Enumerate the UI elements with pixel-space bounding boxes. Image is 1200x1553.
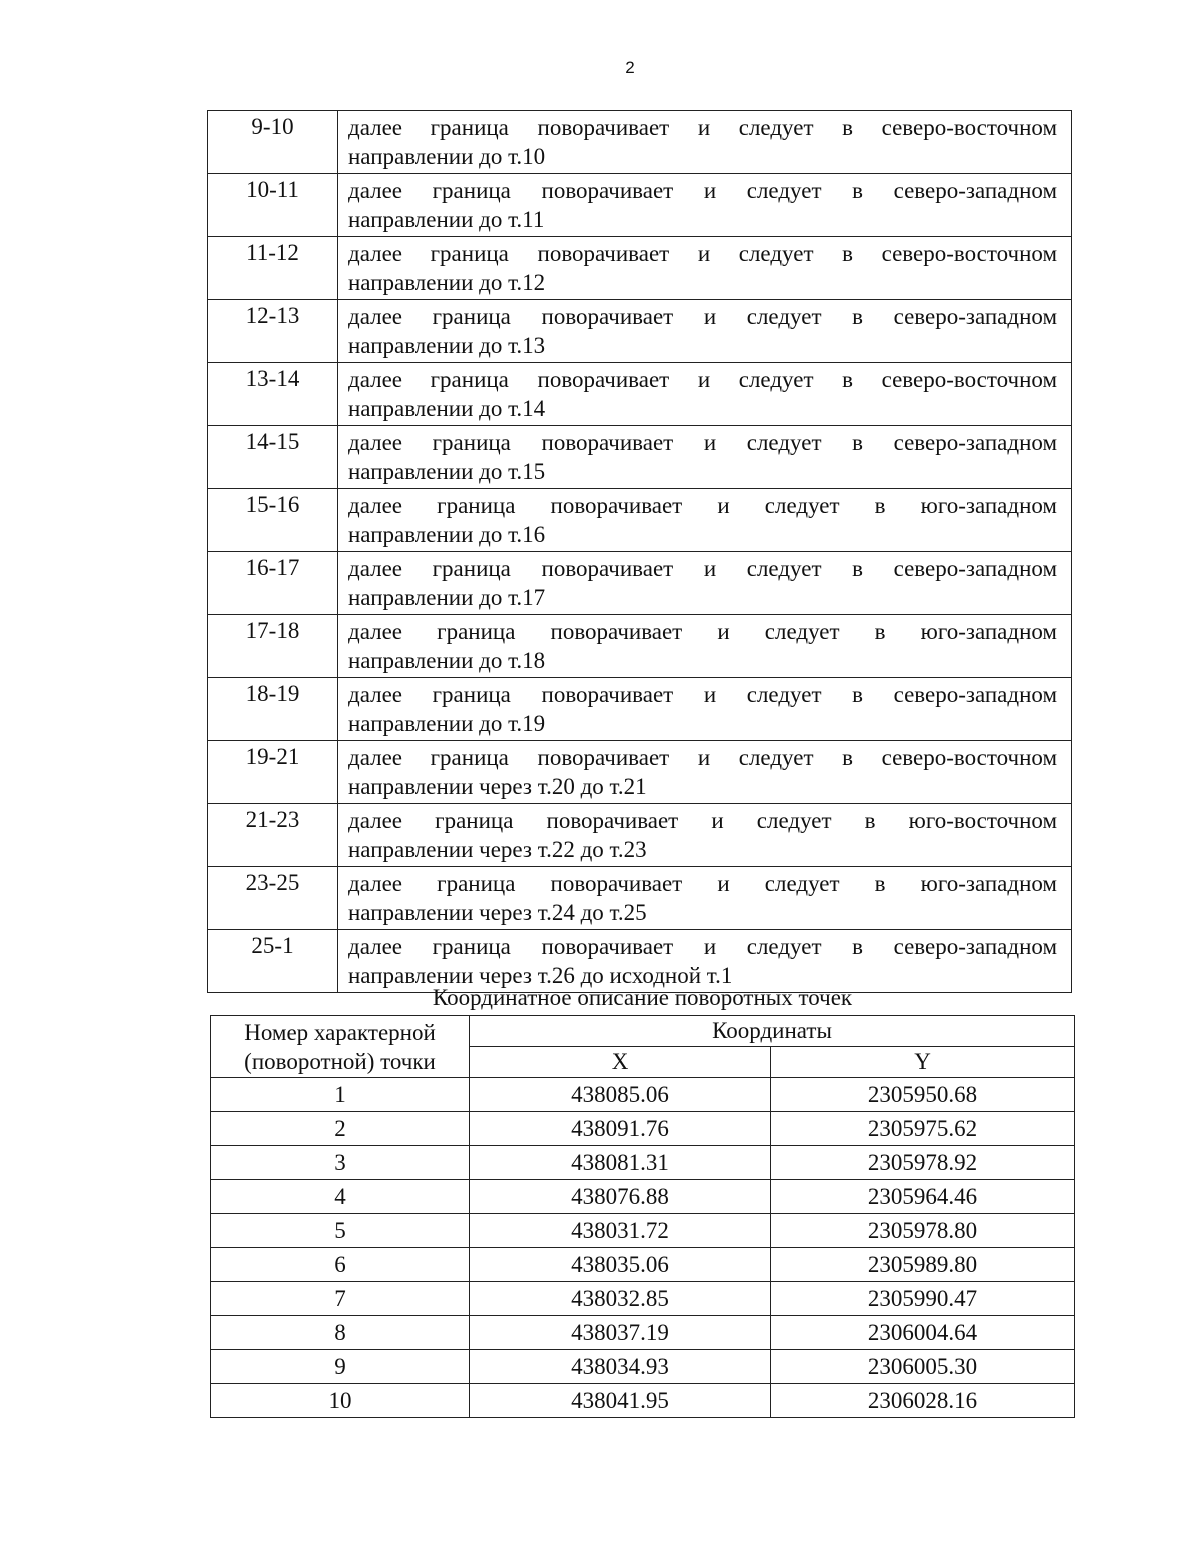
- boundary-segments-table: [207, 110, 1072, 993]
- segment-description-line1: далее граница поворачивает и следует в северо-восточном: [348, 367, 1057, 392]
- segment-description-line2: направлении до т.12: [348, 269, 546, 295]
- segment-description: [338, 930, 1072, 993]
- segment-id: 15-16: [208, 489, 338, 552]
- segment-row: [208, 363, 1072, 426]
- segment-description-line2: направлении до т.19: [348, 710, 546, 736]
- coord-x: 438091.76: [470, 1112, 771, 1146]
- point-number: 2: [211, 1112, 470, 1146]
- coord-y: 2306028.16: [771, 1384, 1075, 1418]
- segment-id: 9-10: [208, 111, 338, 174]
- segment-description-line2: направлении до т.14: [348, 395, 546, 421]
- coord-x: 438037.19: [470, 1316, 771, 1350]
- coord-y: 2306005.30: [771, 1350, 1075, 1384]
- table-row: [211, 1316, 1075, 1350]
- segment-row: [208, 174, 1072, 237]
- table-row: [211, 1214, 1075, 1248]
- coord-x: 438034.93: [470, 1350, 771, 1384]
- segment-id: 12-13: [208, 300, 338, 363]
- segment-row: [208, 489, 1072, 552]
- segment-description-line2: направлении до т.13: [348, 332, 546, 358]
- coord-x: 438076.88: [470, 1180, 771, 1214]
- segment-description: [338, 678, 1072, 741]
- point-number: 5: [211, 1214, 470, 1248]
- segment-description-line1: далее граница поворачивает и следует в юго-западном: [348, 619, 1057, 644]
- segment-description: [338, 426, 1072, 489]
- segment-id: 13-14: [208, 363, 338, 426]
- segment-id: 18-19: [208, 678, 338, 741]
- header-y: Y: [771, 1047, 1075, 1078]
- segment-description-line2: направлении до т.18: [348, 647, 546, 673]
- segment-description-line1: далее граница поворачивает и следует в северо-западном: [348, 430, 1057, 455]
- table-row: [211, 1350, 1075, 1384]
- segment-row: [208, 552, 1072, 615]
- segment-description-line2: направлении через т.24 до т.25: [348, 899, 647, 925]
- coord-x: 438081.31: [470, 1146, 771, 1180]
- segment-id: 17-18: [208, 615, 338, 678]
- table-row: [211, 1078, 1075, 1112]
- table-row: [211, 1146, 1075, 1180]
- segment-row: [208, 615, 1072, 678]
- point-number: 1: [211, 1078, 470, 1112]
- segment-row: [208, 741, 1072, 804]
- segment-row: [208, 300, 1072, 363]
- segment-row: [208, 111, 1072, 174]
- point-number: 7: [211, 1282, 470, 1316]
- page-number: 2: [625, 58, 635, 77]
- segment-description-line1: далее граница поворачивает и следует в юго-западном: [348, 493, 1057, 518]
- segment-description: [338, 804, 1072, 867]
- table-row: [211, 1180, 1075, 1214]
- segment-id: 16-17: [208, 552, 338, 615]
- header-point-number: [211, 1016, 470, 1078]
- segment-row: [208, 678, 1072, 741]
- segment-description-line1: далее граница поворачивает и следует в юго-восточном: [348, 808, 1057, 833]
- segment-row: [208, 930, 1072, 993]
- coord-y: 2305975.62: [771, 1112, 1075, 1146]
- coord-y: 2306004.64: [771, 1316, 1075, 1350]
- coord-y: 2305978.92: [771, 1146, 1075, 1180]
- segment-row: [208, 426, 1072, 489]
- segment-description: [338, 300, 1072, 363]
- header-x: X: [470, 1047, 771, 1078]
- segment-description-line2: направлении до т.15: [348, 458, 546, 484]
- point-number: 9: [211, 1350, 470, 1384]
- segment-description-line1: далее граница поворачивает и следует в юго-западном: [348, 871, 1057, 896]
- segment-description-line2: направлении до т.11: [348, 206, 545, 232]
- table-row: [211, 1248, 1075, 1282]
- point-number: 4: [211, 1180, 470, 1214]
- segment-id: 10-11: [208, 174, 338, 237]
- segment-id: 21-23: [208, 804, 338, 867]
- coordinates-body: [211, 1078, 1075, 1418]
- coord-y: 2305950.68: [771, 1078, 1075, 1112]
- table-row: [211, 1384, 1075, 1418]
- segment-description-line1: далее граница поворачивает и следует в северо-западном: [348, 934, 1057, 959]
- coord-x: 438041.95: [470, 1384, 771, 1418]
- coordinates-table: [210, 1015, 1075, 1418]
- header-point-line2: (поворотной) точки: [244, 1049, 436, 1074]
- segment-id: 11-12: [208, 237, 338, 300]
- coord-x: 438031.72: [470, 1214, 771, 1248]
- segment-description-line1: далее граница поворачивает и следует в северо-западном: [348, 682, 1057, 707]
- segment-description: [338, 174, 1072, 237]
- coordinates-title: Координатное описание поворотных точек: [432, 985, 853, 1010]
- segment-row: [208, 237, 1072, 300]
- segment-description: [338, 363, 1072, 426]
- header-point-line1: Номер характерной: [244, 1020, 436, 1045]
- coord-x: 438032.85: [470, 1282, 771, 1316]
- coord-x: 438085.06: [470, 1078, 771, 1112]
- segment-row: [208, 804, 1072, 867]
- segment-description: [338, 237, 1072, 300]
- point-number: 6: [211, 1248, 470, 1282]
- coord-x: 438035.06: [470, 1248, 771, 1282]
- segment-description-line1: далее граница поворачивает и следует в северо-западном: [348, 178, 1057, 203]
- segments-body: [208, 111, 1072, 993]
- segment-description-line1: далее граница поворачивает и следует в северо-западном: [348, 304, 1057, 329]
- segment-description-line1: далее граница поворачивает и следует в северо-восточном: [348, 745, 1057, 770]
- segment-id: 19-21: [208, 741, 338, 804]
- header-coordinates: Координаты: [470, 1016, 1075, 1047]
- segment-id: 14-15: [208, 426, 338, 489]
- segment-id: 25-1: [208, 930, 338, 993]
- segment-description: [338, 741, 1072, 804]
- segment-description: [338, 867, 1072, 930]
- segment-description: [338, 615, 1072, 678]
- segment-row: [208, 867, 1072, 930]
- segment-description-line2: направлении через т.26 до исходной т.1: [348, 962, 733, 988]
- coord-y: 2305989.80: [771, 1248, 1075, 1282]
- table-row: [211, 1282, 1075, 1316]
- coord-y: 2305990.47: [771, 1282, 1075, 1316]
- point-number: 8: [211, 1316, 470, 1350]
- segment-id: 23-25: [208, 867, 338, 930]
- segment-description: [338, 489, 1072, 552]
- table-row: [211, 1112, 1075, 1146]
- coord-y: 2305978.80: [771, 1214, 1075, 1248]
- segment-description-line2: направлении через т.20 до т.21: [348, 773, 647, 799]
- point-number: 3: [211, 1146, 470, 1180]
- coordinates-header: [211, 1016, 1075, 1078]
- segment-description-line2: направлении до т.10: [348, 143, 546, 169]
- segment-description: [338, 111, 1072, 174]
- segment-description-line2: направлении до т.17: [348, 584, 546, 610]
- segment-description-line1: далее граница поворачивает и следует в северо-западном: [348, 556, 1057, 581]
- segment-description: [338, 552, 1072, 615]
- segment-description-line2: направлении до т.16: [348, 521, 546, 547]
- coord-y: 2305964.46: [771, 1180, 1075, 1214]
- segment-description-line1: далее граница поворачивает и следует в северо-восточном: [348, 115, 1057, 140]
- point-number: 10: [211, 1384, 470, 1418]
- segment-description-line2: направлении через т.22 до т.23: [348, 836, 647, 862]
- segment-description-line1: далее граница поворачивает и следует в северо-восточном: [348, 241, 1057, 266]
